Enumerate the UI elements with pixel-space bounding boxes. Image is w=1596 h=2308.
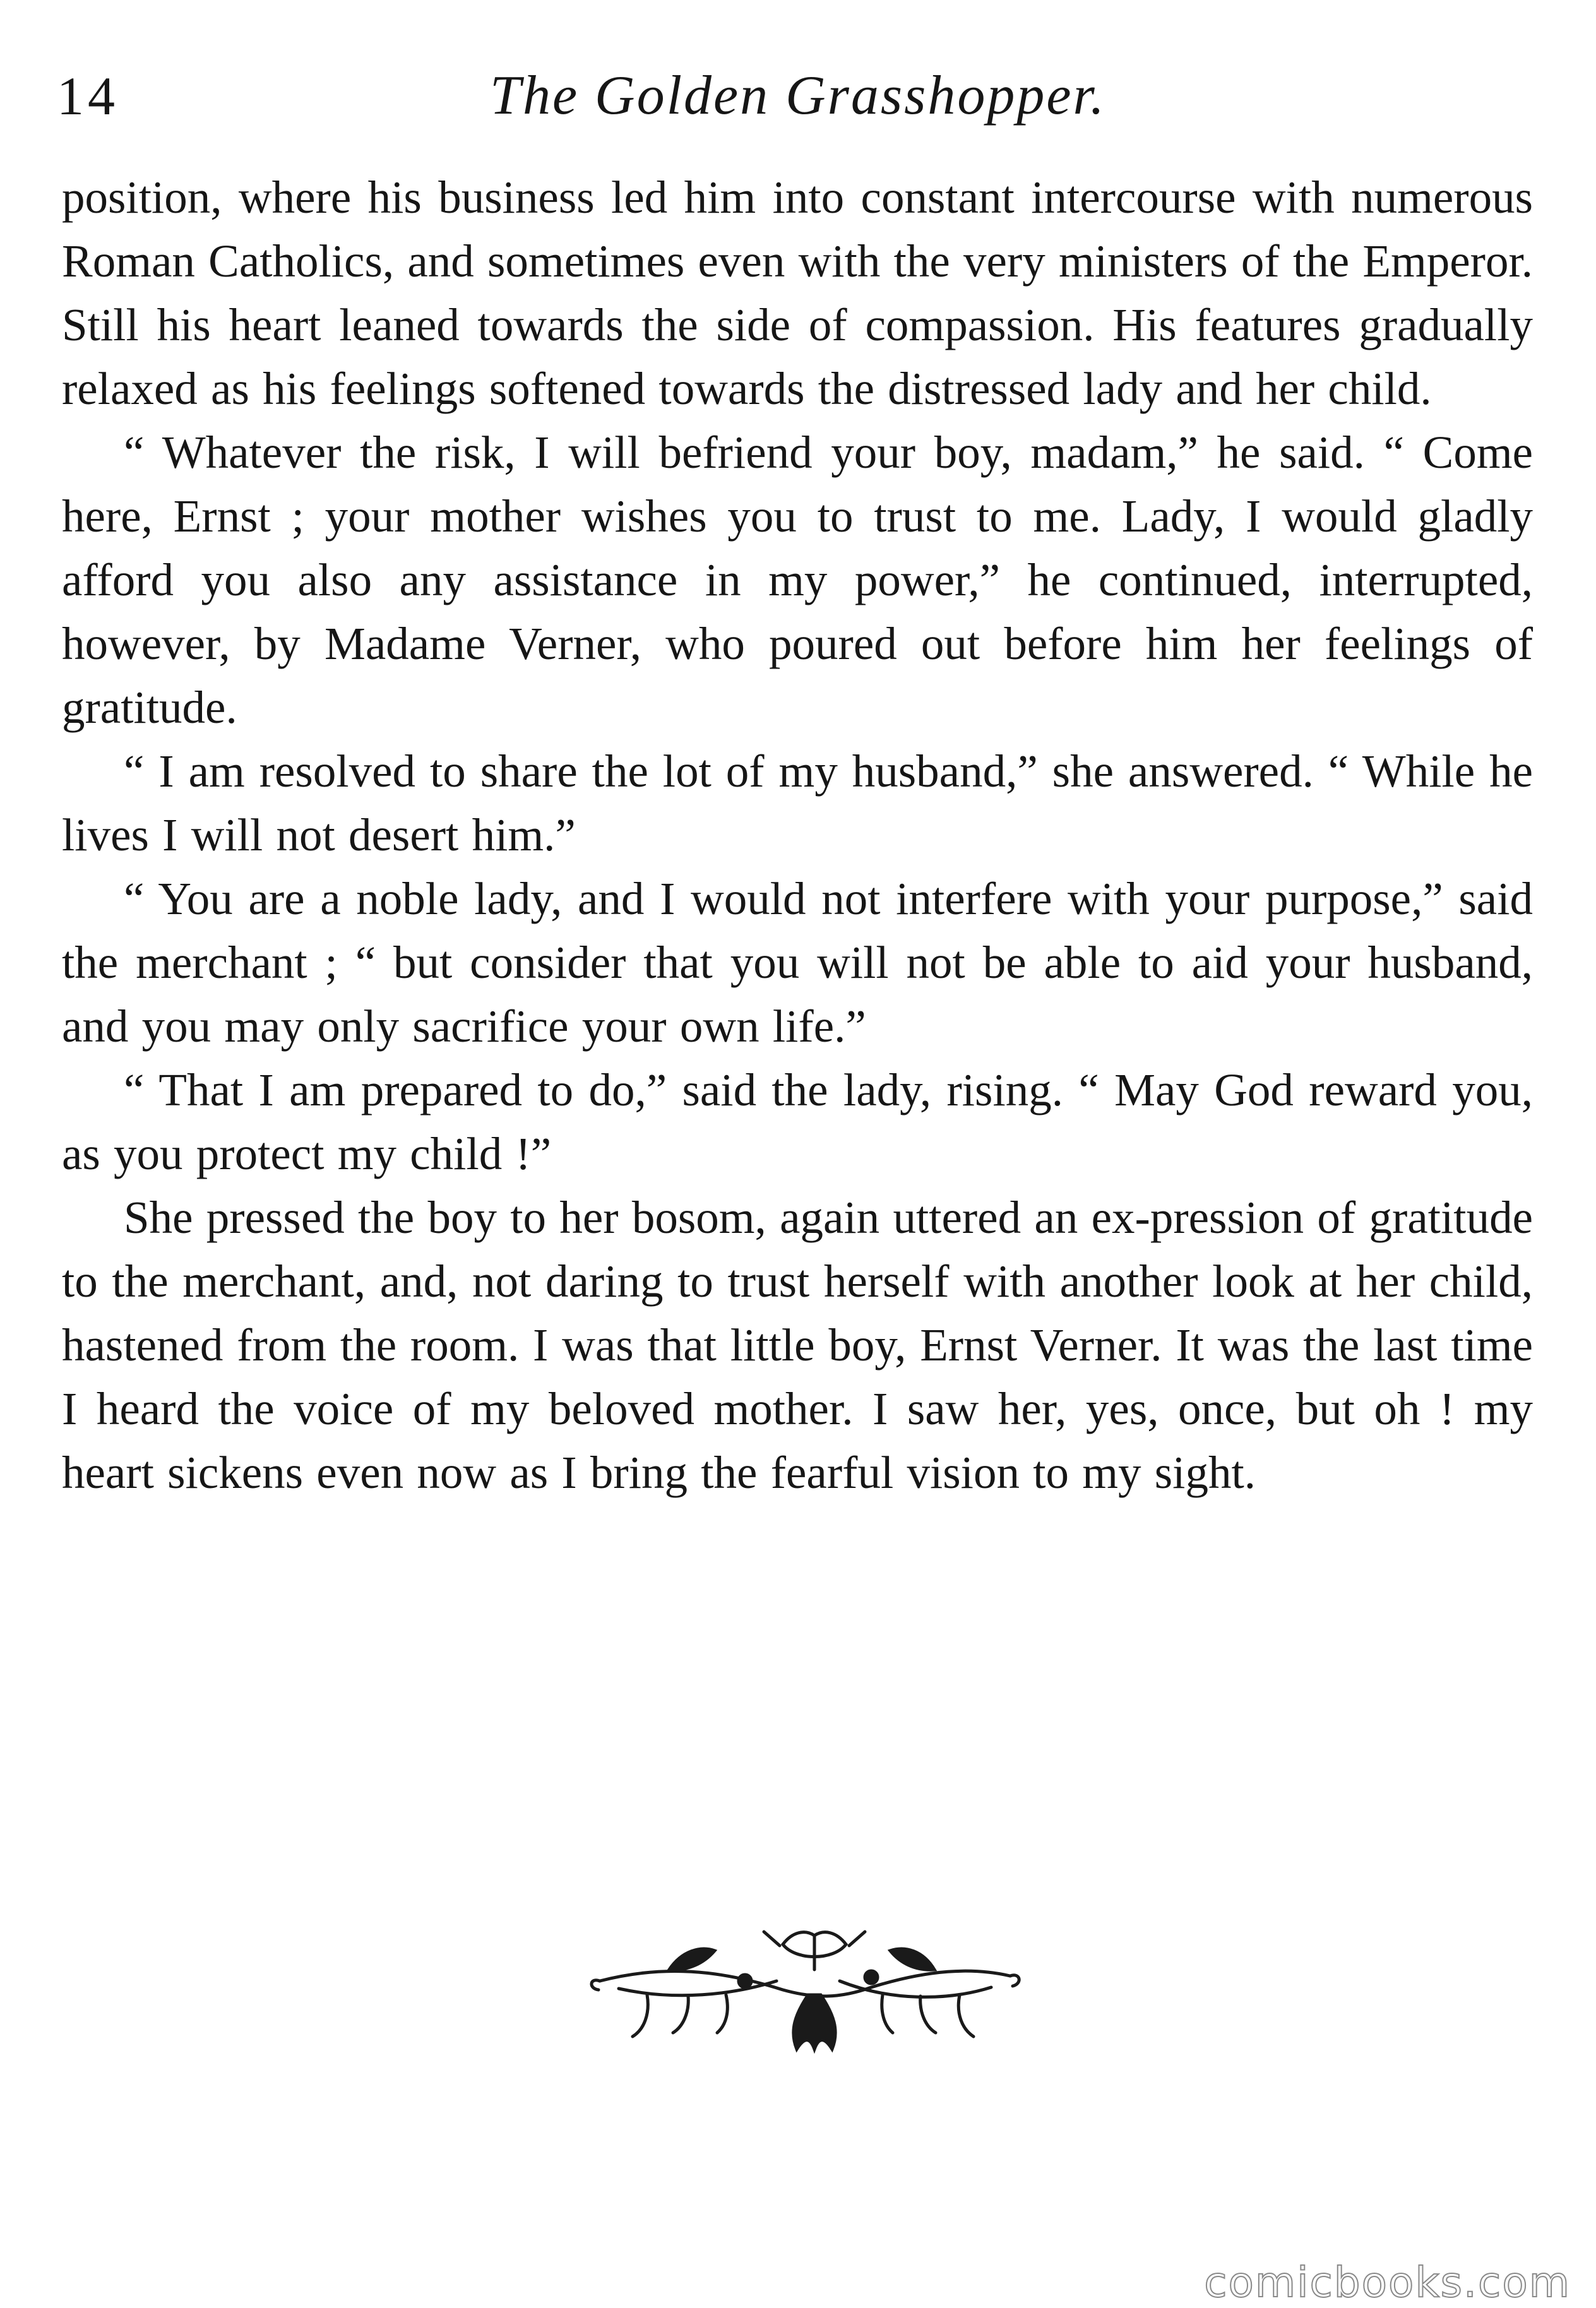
page-header bbox=[0, 58, 1596, 134]
floral-vignette-icon bbox=[575, 1906, 1029, 2064]
paragraph-continuation: position, where his business led him into constant intercourse with numerous Roman Catholics, and sometimes even with the very ministers of the Emperor. Still his heart leaned towards the side of compassion. His features gradually relaxed as his feelings softened towards the distressed lady and her child. bbox=[62, 172, 1533, 414]
paragraph-lady-resolve: “ I am resolved to share the lot of my husband,” she answered. “ While he lives I will not desert him.” bbox=[62, 746, 1533, 860]
paragraph-merchant-counsel: “ You are a noble lady, and I would not interfere with your purpose,” said the merchant ; “ but consider that you will not be able to aid your husband, and you may only sacrifice your own life.” bbox=[62, 873, 1533, 1052]
paragraph-merchant-reply: “ Whatever the risk, I will befriend your boy, madam,” he said. “ Come here, Ernst ; your mother wishes you to trust to me. Lady, I would gladly afford you also any assistance in my power,” he continued, interrupted, however, by Madame Verner, who poured out before him her feelings of gratitude. bbox=[62, 427, 1533, 733]
watermark: comicbooks.com bbox=[1204, 2258, 1571, 2307]
running-title: The Golden Grasshopper. bbox=[490, 65, 1106, 126]
page-number: 14 bbox=[57, 66, 119, 126]
text-body bbox=[62, 165, 1533, 1504]
paragraph-farewell: She pressed the boy to her bosom, again uttered an ex-pression of gratitude to the merchant, and, not daring to trust herself with another look at her child, hastened from the room. I was that little boy, Ernst Verner. It was the last time I heard the voice of my beloved mother. I saw her, yes, once, but oh ! my heart sickens even now as I bring the fearful vision to my sight. bbox=[62, 1192, 1533, 1498]
paragraph-lady-rising: “ That I am prepared to do,” said the lady, rising. “ May God reward you, as you protect my child !” bbox=[62, 1064, 1533, 1179]
